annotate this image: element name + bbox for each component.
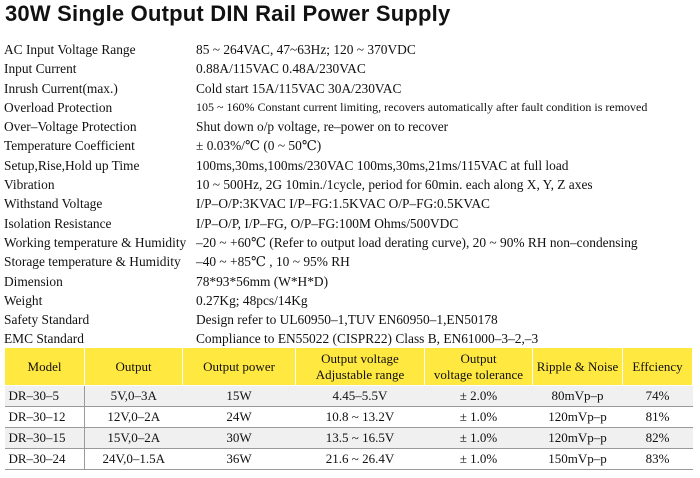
cell-efficiency: 82% <box>623 428 693 449</box>
spec-row <box>4 310 698 329</box>
spec-label: Temperature Coefficient <box>4 138 135 154</box>
header-output-power: Output power <box>183 348 296 386</box>
cell-model: DR–30–24 <box>5 449 85 470</box>
header-tolerance-line2: voltage tolerance <box>433 366 524 382</box>
header-ripple: Ripple & Noise <box>533 348 623 386</box>
spec-label: Vibration <box>4 177 55 193</box>
spec-value: Compliance to EN55022 (CISPR22) Class B, EN61000–3–2,–3 <box>196 331 539 347</box>
spec-value: 105 ~ 160% Constant current limiting, recovers automatically after fault condition is removed <box>196 99 648 114</box>
cell-ripple: 150mVp–p <box>533 449 623 470</box>
spec-row <box>4 117 698 136</box>
cell-output: 5V,0–3A <box>85 386 183 407</box>
table-row <box>5 449 693 470</box>
cell-efficiency: 81% <box>623 407 693 428</box>
spec-row <box>4 98 698 117</box>
spec-label: Withstand Voltage <box>4 196 103 212</box>
cell-model: DR–30–5 <box>5 386 85 407</box>
cell-efficiency: 83% <box>623 449 693 470</box>
model-table <box>4 347 693 470</box>
spec-label: AC Input Voltage Range <box>4 42 136 57</box>
spec-value: 0.27Kg; 48pcs/14Kg <box>196 292 308 308</box>
spec-label: Weight <box>4 292 43 308</box>
cell-output: 15V,0–2A <box>85 428 183 449</box>
cell-efficiency: 74% <box>623 386 693 407</box>
cell-power: 30W <box>183 428 296 449</box>
header-voltage-range <box>296 348 425 386</box>
spec-value: I/P–O/P:3KVAC I/P–FG:1.5KVAC O/P–FG:0.5KVAC <box>196 196 490 212</box>
table-row <box>5 428 693 449</box>
spec-label: Isolation Resistance <box>4 215 112 231</box>
cell-ripple: 120mVp–p <box>533 407 623 428</box>
cell-model: DR–30–12 <box>5 407 85 428</box>
spec-value: I/P–O/P, I/P–FG, O/P–FG:100M Ohms/500VDC <box>196 215 459 231</box>
cell-model: DR–30–15 <box>5 428 85 449</box>
spec-row <box>4 291 698 310</box>
cell-tolerance: ± 1.0% <box>425 407 533 428</box>
header-efficiency: Effciency <box>623 348 693 386</box>
cell-range: 21.6 ~ 26.4V <box>296 449 425 470</box>
spec-label: Overload Protection <box>4 99 113 115</box>
spec-row <box>4 175 698 194</box>
spec-row <box>4 272 698 291</box>
spec-row <box>4 59 698 78</box>
cell-output: 12V,0–2A <box>85 407 183 428</box>
spec-value: –20 ~ +60℃ (Refer to output load derating curve), 20 ~ 90% RH non–condensing <box>196 234 638 250</box>
table-row <box>5 407 693 428</box>
spec-label: Over–Voltage Protection <box>4 119 137 135</box>
spec-value: Shut down o/p voltage, re–power on to recover <box>196 119 449 135</box>
cell-ripple: 80mVp–p <box>533 386 623 407</box>
spec-label: Setup,Rise,Hold up Time <box>4 157 140 173</box>
spec-row <box>4 79 698 98</box>
spec-row <box>4 156 698 175</box>
table-header-row <box>5 348 693 386</box>
page-title: 30W Single Output DIN Rail Power Supply <box>5 1 451 26</box>
spec-row <box>4 252 698 271</box>
spec-row <box>4 136 698 155</box>
spec-value: 10 ~ 500Hz, 2G 10min./1cycle, period for 60min. each along X, Y, Z axes <box>196 177 593 193</box>
spec-value: ± 0.03%/℃ (0 ~ 50℃) <box>196 138 322 154</box>
spec-row <box>4 40 698 59</box>
spec-label: Input Current <box>4 61 77 77</box>
cell-range: 4.45–5.5V <box>296 386 425 407</box>
header-model: Model <box>5 348 85 386</box>
spec-value: 78*93*56mm (W*H*D) <box>196 273 329 289</box>
cell-ripple: 120mVp–p <box>533 428 623 449</box>
cell-output: 24V,0–1.5A <box>85 449 183 470</box>
cell-power: 36W <box>183 449 296 470</box>
cell-range: 13.5 ~ 16.5V <box>296 428 425 449</box>
spec-value: 85 ~ 264VAC, 47~63Hz; 120 ~ 370VDC <box>196 42 416 57</box>
spec-list <box>4 40 698 349</box>
spec-row <box>4 194 698 213</box>
spec-value: –40 ~ +85℃ , 10 ~ 95% RH <box>196 254 350 270</box>
spec-label: Safety Standard <box>4 312 90 328</box>
cell-tolerance: ± 1.0% <box>425 449 533 470</box>
spec-label: Storage temperature & Humidity <box>4 254 181 270</box>
header-voltage-line2: Adjustable range <box>315 366 405 382</box>
spec-label: Inrush Current(max.) <box>4 80 118 96</box>
cell-power: 24W <box>183 407 296 428</box>
header-tolerance <box>425 348 533 386</box>
spec-label: Working temperature & Humidity <box>4 234 187 250</box>
table-row <box>5 386 693 407</box>
cell-tolerance: ± 1.0% <box>425 428 533 449</box>
header-tolerance-line1: Output <box>460 350 497 366</box>
spec-row <box>4 329 698 348</box>
cell-tolerance: ± 2.0% <box>425 386 533 407</box>
spec-label: Dimension <box>4 273 63 289</box>
spec-row <box>4 233 698 252</box>
header-output: Output <box>85 348 183 386</box>
spec-value: 0.88A/115VAC 0.48A/230VAC <box>196 61 366 77</box>
spec-row <box>4 214 698 233</box>
cell-range: 10.8 ~ 13.2V <box>296 407 425 428</box>
spec-value: Design refer to UL60950–1,TUV EN60950–1,EN50178 <box>196 312 498 328</box>
spec-value: 100ms,30ms,100ms/230VAC 100ms,30ms,21ms/115VAC at full load <box>196 157 569 173</box>
spec-label: EMC Standard <box>4 331 84 347</box>
cell-power: 15W <box>183 386 296 407</box>
spec-value: Cold start 15A/115VAC 30A/230VAC <box>196 80 402 96</box>
header-voltage-line1: Output voltage <box>321 350 399 366</box>
